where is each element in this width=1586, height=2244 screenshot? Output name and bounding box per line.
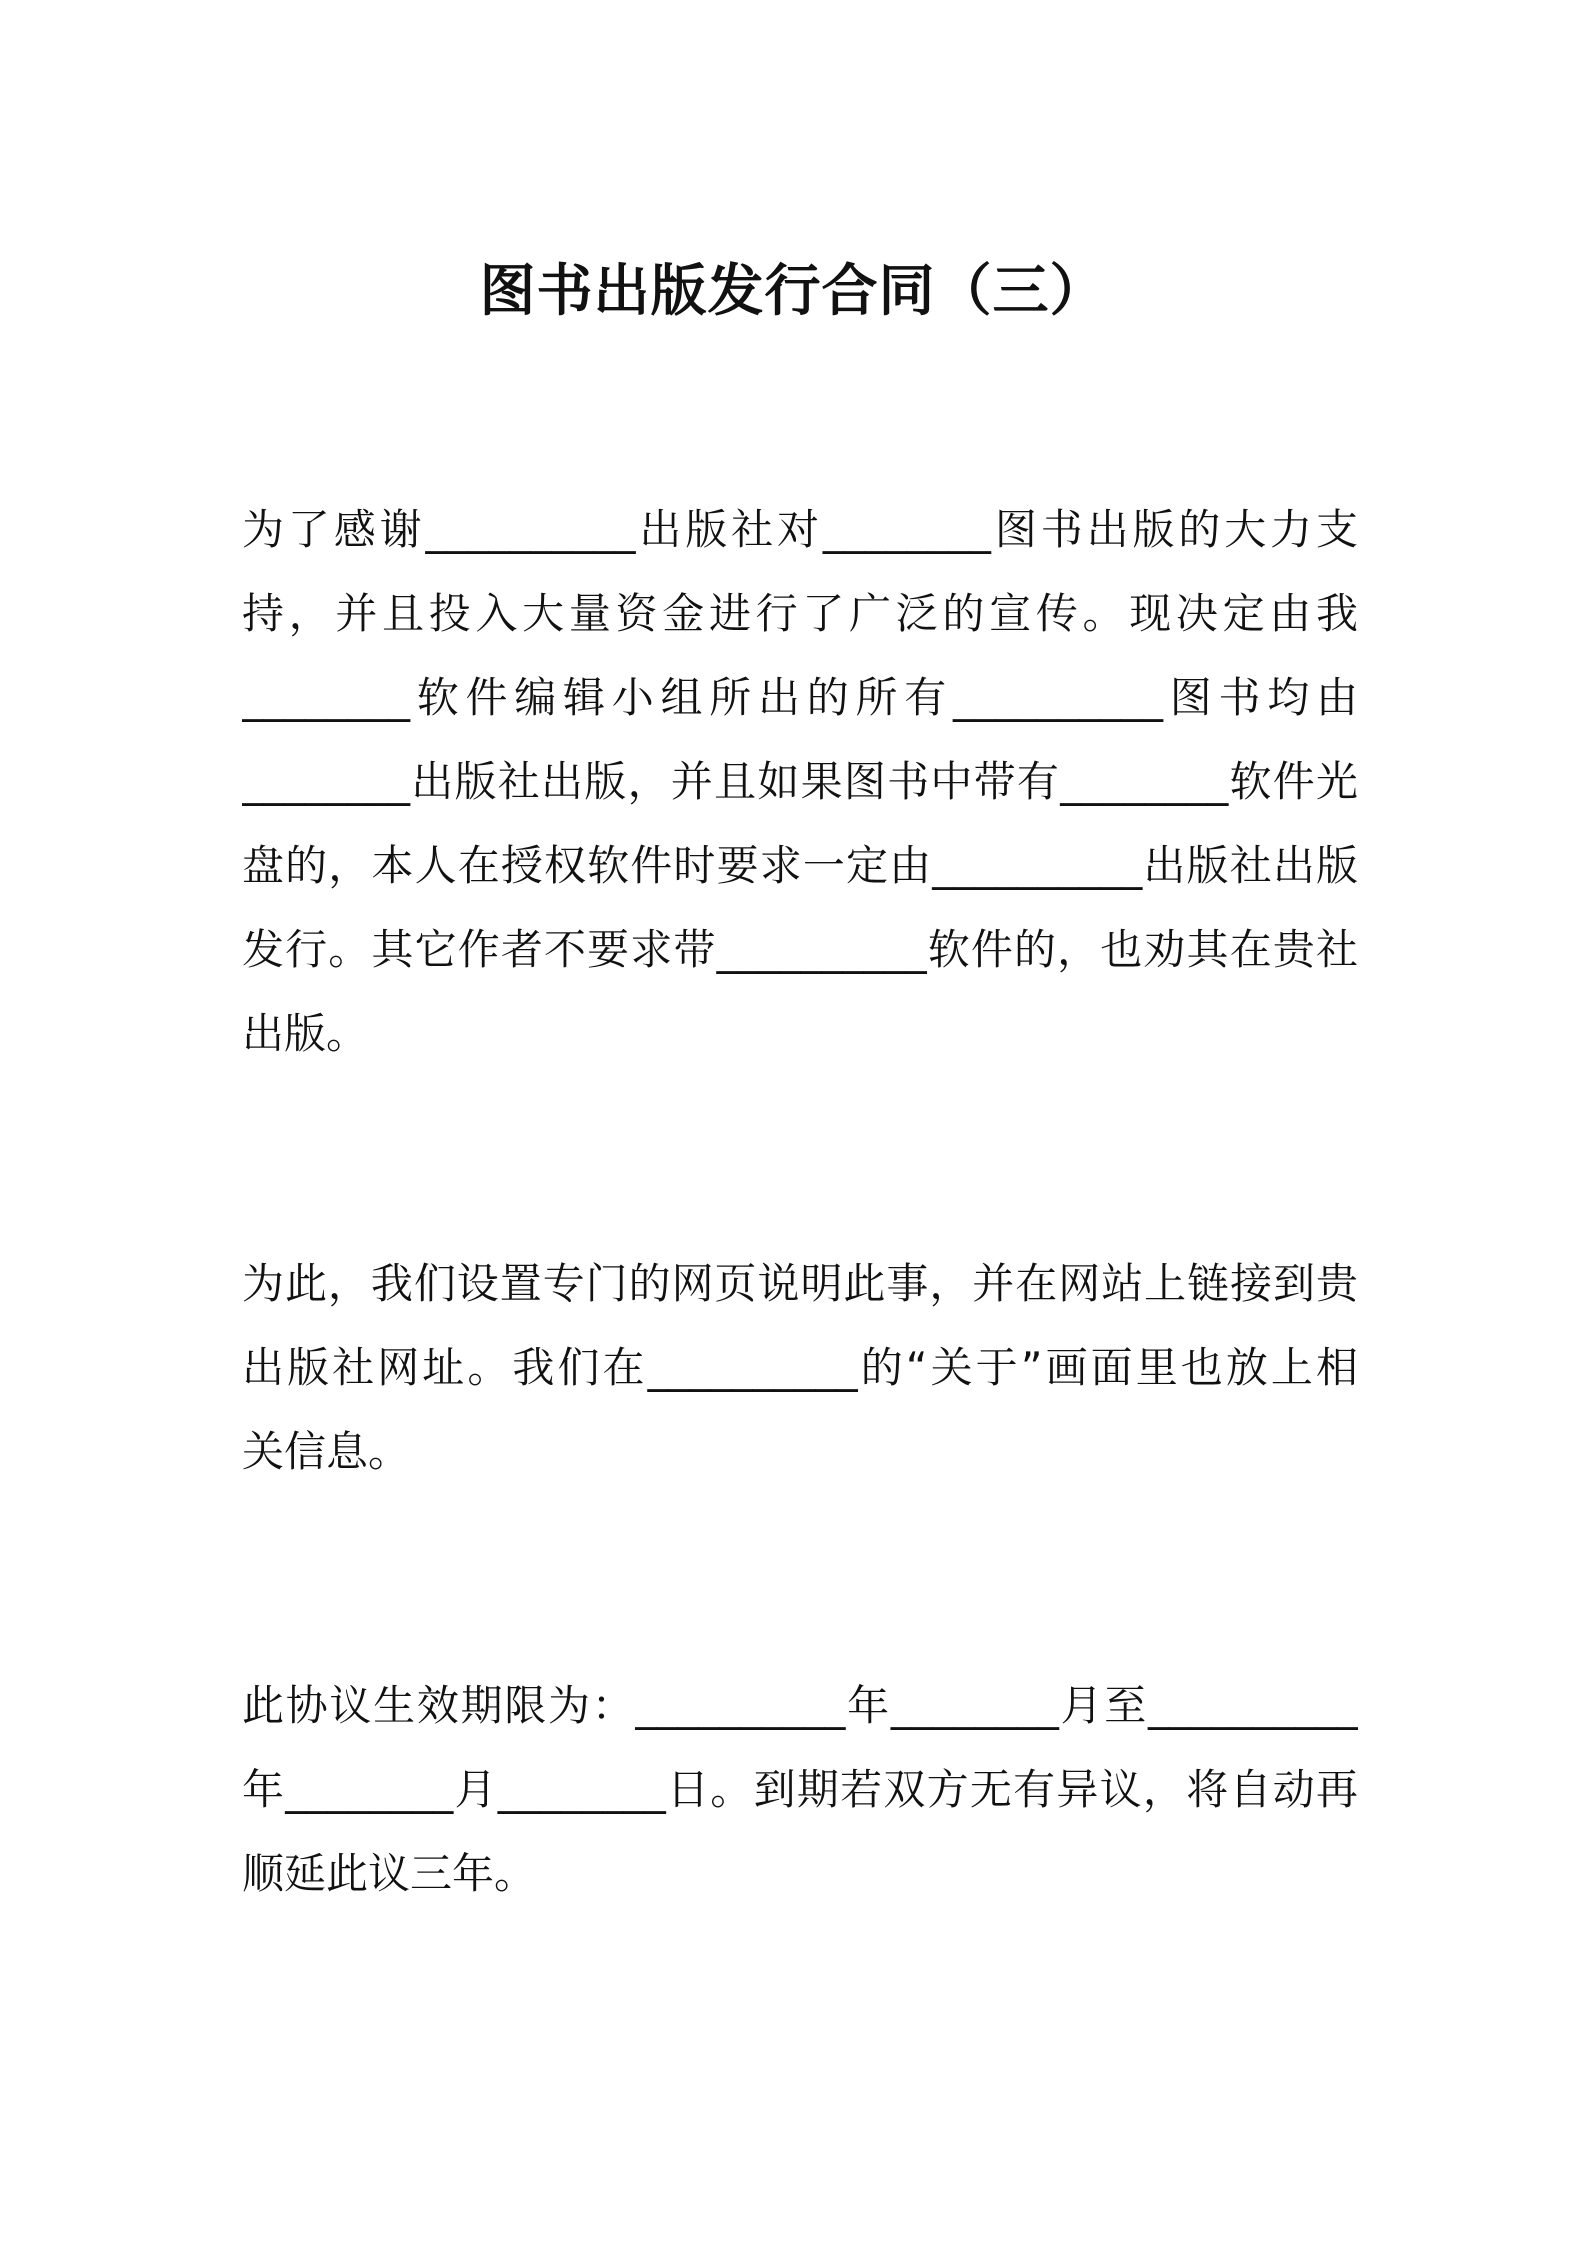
- paragraph-line: 年________月________日。到期若双方无有异议，将自动再: [242, 1765, 1358, 1814]
- paragraph-line: 持，并且投入大量资金进行了广泛的宣传。现决定由我: [242, 589, 1358, 638]
- paragraph-line: ________软件编辑小组所出的所有__________图书均由: [242, 673, 1358, 722]
- paragraph-line: 出版社网址。我们在__________的“关于”画面里也放上相: [242, 1343, 1358, 1392]
- paragraph-1: [242, 488, 1358, 1076]
- paragraph-line: 顺延此议三年。: [242, 1849, 537, 1898]
- paragraph-line: 盘的，本人在授权软件时要求一定由__________出版社出版: [242, 841, 1358, 890]
- paragraph-3: [242, 1664, 1358, 1916]
- paragraph-line: 出版。: [242, 1009, 369, 1058]
- paragraph-2: [242, 1242, 1358, 1494]
- paragraph-line: 为了感谢__________出版社对________图书出版的大力支: [242, 505, 1358, 554]
- paragraph-line: 为此，我们设置专门的网页说明此事，并在网站上链接到贵: [242, 1259, 1358, 1308]
- paragraph-line: ________出版社出版，并且如果图书中带有________软件光: [242, 757, 1358, 806]
- paragraph-line: 发行。其它作者不要求带__________软件的，也劝其在贵社: [242, 925, 1358, 974]
- paragraph-line: 关信息。: [242, 1427, 411, 1476]
- paragraph-line: 此协议生效期限为：__________年________月至__________: [242, 1681, 1358, 1730]
- document-title: 图书出版发行合同（三）: [479, 259, 1107, 324]
